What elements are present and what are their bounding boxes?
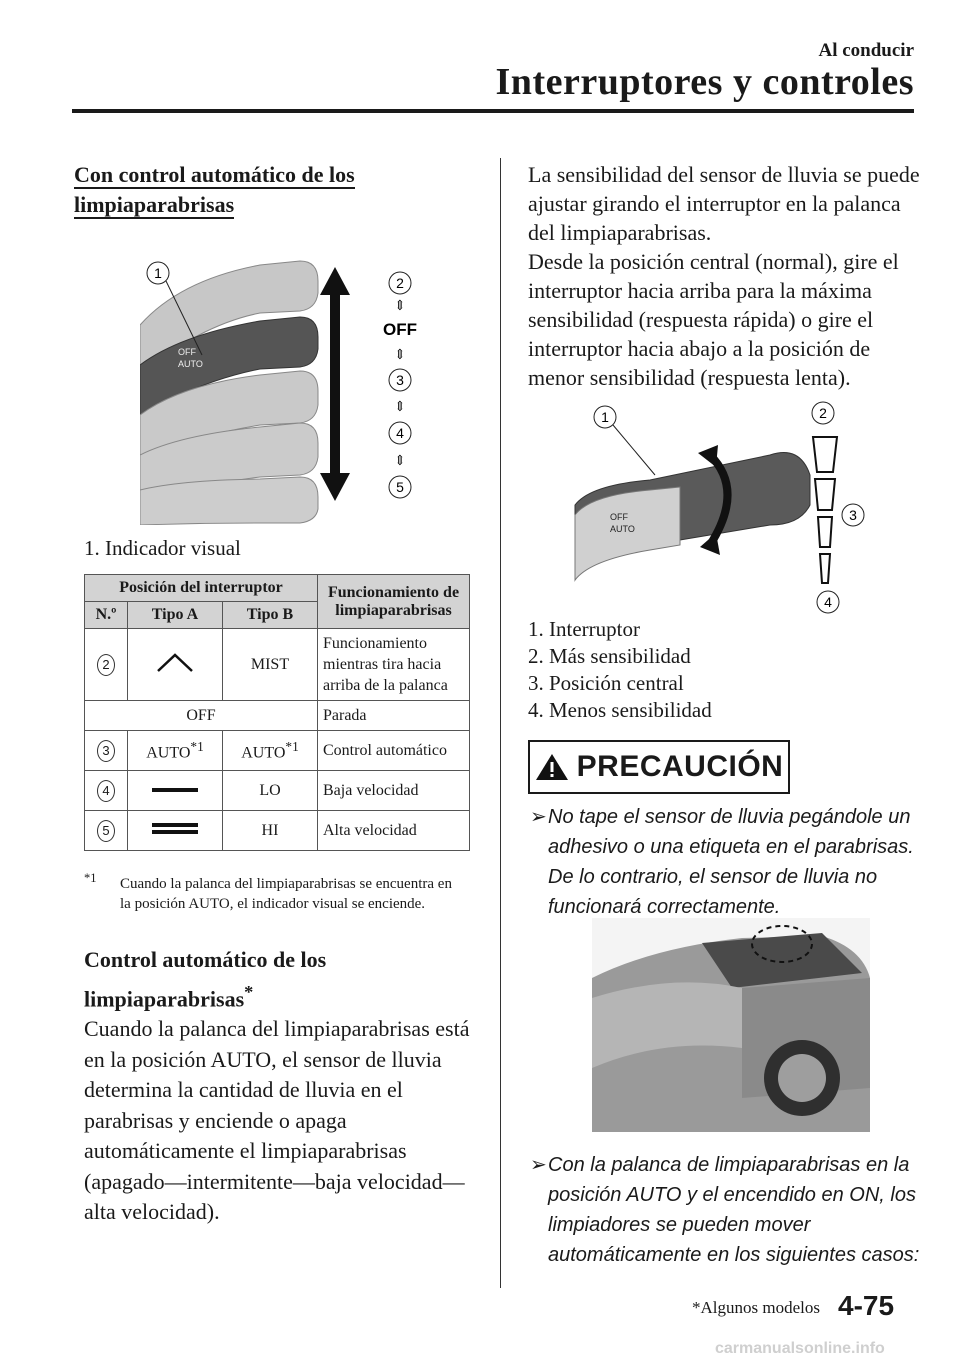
callout-2: 2 (819, 405, 827, 421)
bullet-arrow-icon: ➢ (530, 806, 547, 828)
table-header-type-b: Tipo B (223, 602, 318, 629)
section-heading: Con control automático de los limpiaparabrisas (74, 162, 355, 217)
table-header-no: N.º (85, 602, 128, 629)
caution-text: Con la palanca de limpiaparabrisas en la posición AUTO y el encendido en ON, los limpiadores se pueden mover automáticamente en los siguientes casos: (548, 1154, 920, 1266)
caution-box (528, 740, 790, 794)
callout-2: 2 (396, 275, 404, 291)
footnote-ref: *1 (190, 738, 204, 754)
car-photo (592, 918, 870, 1132)
type-b-value: HI (223, 811, 318, 851)
section-label: Al conducir (818, 40, 914, 61)
caution-text: No tape el sensor de lluvia pegándole un adhesivo o una etiqueta en el parabrisas. De lo contrario, el sensor de lluvia no funcionará correctamente. (548, 806, 914, 918)
figure2-legend (528, 616, 712, 724)
list-item: 2. Más sensibilidad (528, 644, 691, 668)
table-row (85, 771, 470, 811)
list-item: 1. Interruptor (528, 617, 640, 641)
table-row (85, 701, 470, 731)
type-b-value: LO (223, 771, 318, 811)
header-rule (72, 109, 914, 113)
subheading: Control automático de los limpiaparabrisas* (84, 947, 327, 1012)
callout-3: 3 (396, 372, 404, 388)
lever-auto-text: AUTO (178, 359, 203, 369)
footnote-text: Cuando la palanca del limpiaparabrisas se encuentra en la posición AUTO, el indicador visual se enciende. (120, 876, 452, 912)
bullet-arrow-icon: ➢ (530, 1154, 547, 1176)
double-bar-icon (148, 821, 202, 835)
footnote (84, 868, 464, 914)
caution-bullet (530, 1150, 920, 1270)
figure1-caption: 1. Indicador visual (84, 536, 241, 560)
lever-positions (140, 261, 318, 525)
lever-off-text: OFF (178, 347, 196, 357)
list-item: 3. Posición central (528, 671, 684, 695)
lever-auto-text: AUTO (610, 524, 635, 534)
sensitivity-paragraph-2: Desde la posición central (normal), gire el interruptor hacia arriba para la máxima sensibilidad (respuesta rápida) o gire el interruptor hacia abajo a la posición de menor sensibilidad (respuesta lenta). (528, 249, 899, 390)
caution-bullet (530, 802, 920, 922)
off-label: OFF (383, 320, 417, 339)
svg-text:⇕: ⇕ (394, 454, 406, 469)
table-header-position: Posición del interruptor (85, 575, 318, 602)
callout-3: 3 (849, 507, 857, 523)
table-header-function: Funcionamiento de limpiaparabrisas (318, 575, 470, 629)
type-b-value: AUTO (241, 744, 286, 762)
callout-5: 5 (396, 479, 404, 495)
list-item: 4. Menos sensibilidad (528, 698, 712, 722)
footnote-mark: *1 (84, 871, 97, 885)
svg-text:⇕: ⇕ (394, 348, 406, 363)
callout-1: 1 (154, 265, 162, 281)
table-header-type-a: Tipo A (128, 602, 223, 629)
caution-label: PRECAUCIÓN (576, 750, 784, 783)
mist-chevron-icon (150, 651, 200, 673)
lever-off-text: OFF (610, 512, 628, 522)
row-number: 4 (97, 780, 115, 802)
sensitivity-switch-figure (570, 395, 880, 620)
svg-text:⇕: ⇕ (394, 299, 406, 314)
row-number: 3 (97, 740, 115, 762)
merged-position: OFF (85, 701, 318, 731)
auto-wiper-paragraph: Cuando la palanca del limpiaparabrisas está en la posición AUTO, el sensor de lluvia determina la cantidad de lluvia en el parabrisas y enciende o apaga automáticamente el limpiaparabrisas (apagado—intermitente—baja velocidad—alta velocidad). (84, 1016, 470, 1224)
row-number: 5 (97, 820, 115, 842)
sensitivity-paragraphs (528, 160, 928, 392)
switch-position-table (84, 574, 470, 851)
sensitivity-bars (813, 437, 837, 583)
watermark: carmanualsonline.info (715, 1340, 885, 1357)
sensitivity-paragraph-1: La sensibilidad del sensor de lluvia se puede ajustar girando el interruptor en la palanca del limpiaparabrisas. (528, 162, 920, 245)
table-row (85, 811, 470, 851)
page-number: 4-75 (838, 1290, 895, 1321)
single-bar-icon (148, 785, 202, 795)
footer-note: *Algunos modelos (692, 1298, 820, 1317)
callout-4: 4 (396, 425, 404, 441)
footnote-ref: *1 (285, 738, 299, 754)
type-a-value: AUTO (146, 744, 191, 762)
warning-icon (535, 752, 569, 782)
page-title: Interruptores y controles (495, 61, 914, 103)
up-down-arrow (320, 267, 350, 501)
function-text: Control automático (318, 731, 470, 771)
function-text: Baja velocidad (318, 771, 470, 811)
wiper-lever-figure (140, 255, 430, 525)
function-text: Alta velocidad (318, 811, 470, 851)
type-b-value: MIST (223, 629, 318, 701)
svg-text:⇕: ⇕ (394, 400, 406, 415)
column-divider (500, 158, 501, 1288)
callout-1: 1 (601, 409, 609, 425)
some-models-mark: * (244, 982, 254, 1002)
function-text: Funcionamiento mientras tira hacia arriba de la palanca (318, 629, 470, 701)
table-row (85, 731, 470, 771)
function-text: Parada (318, 701, 470, 731)
callout-4: 4 (824, 594, 832, 610)
row-number: 2 (97, 654, 115, 676)
table-row (85, 629, 470, 701)
